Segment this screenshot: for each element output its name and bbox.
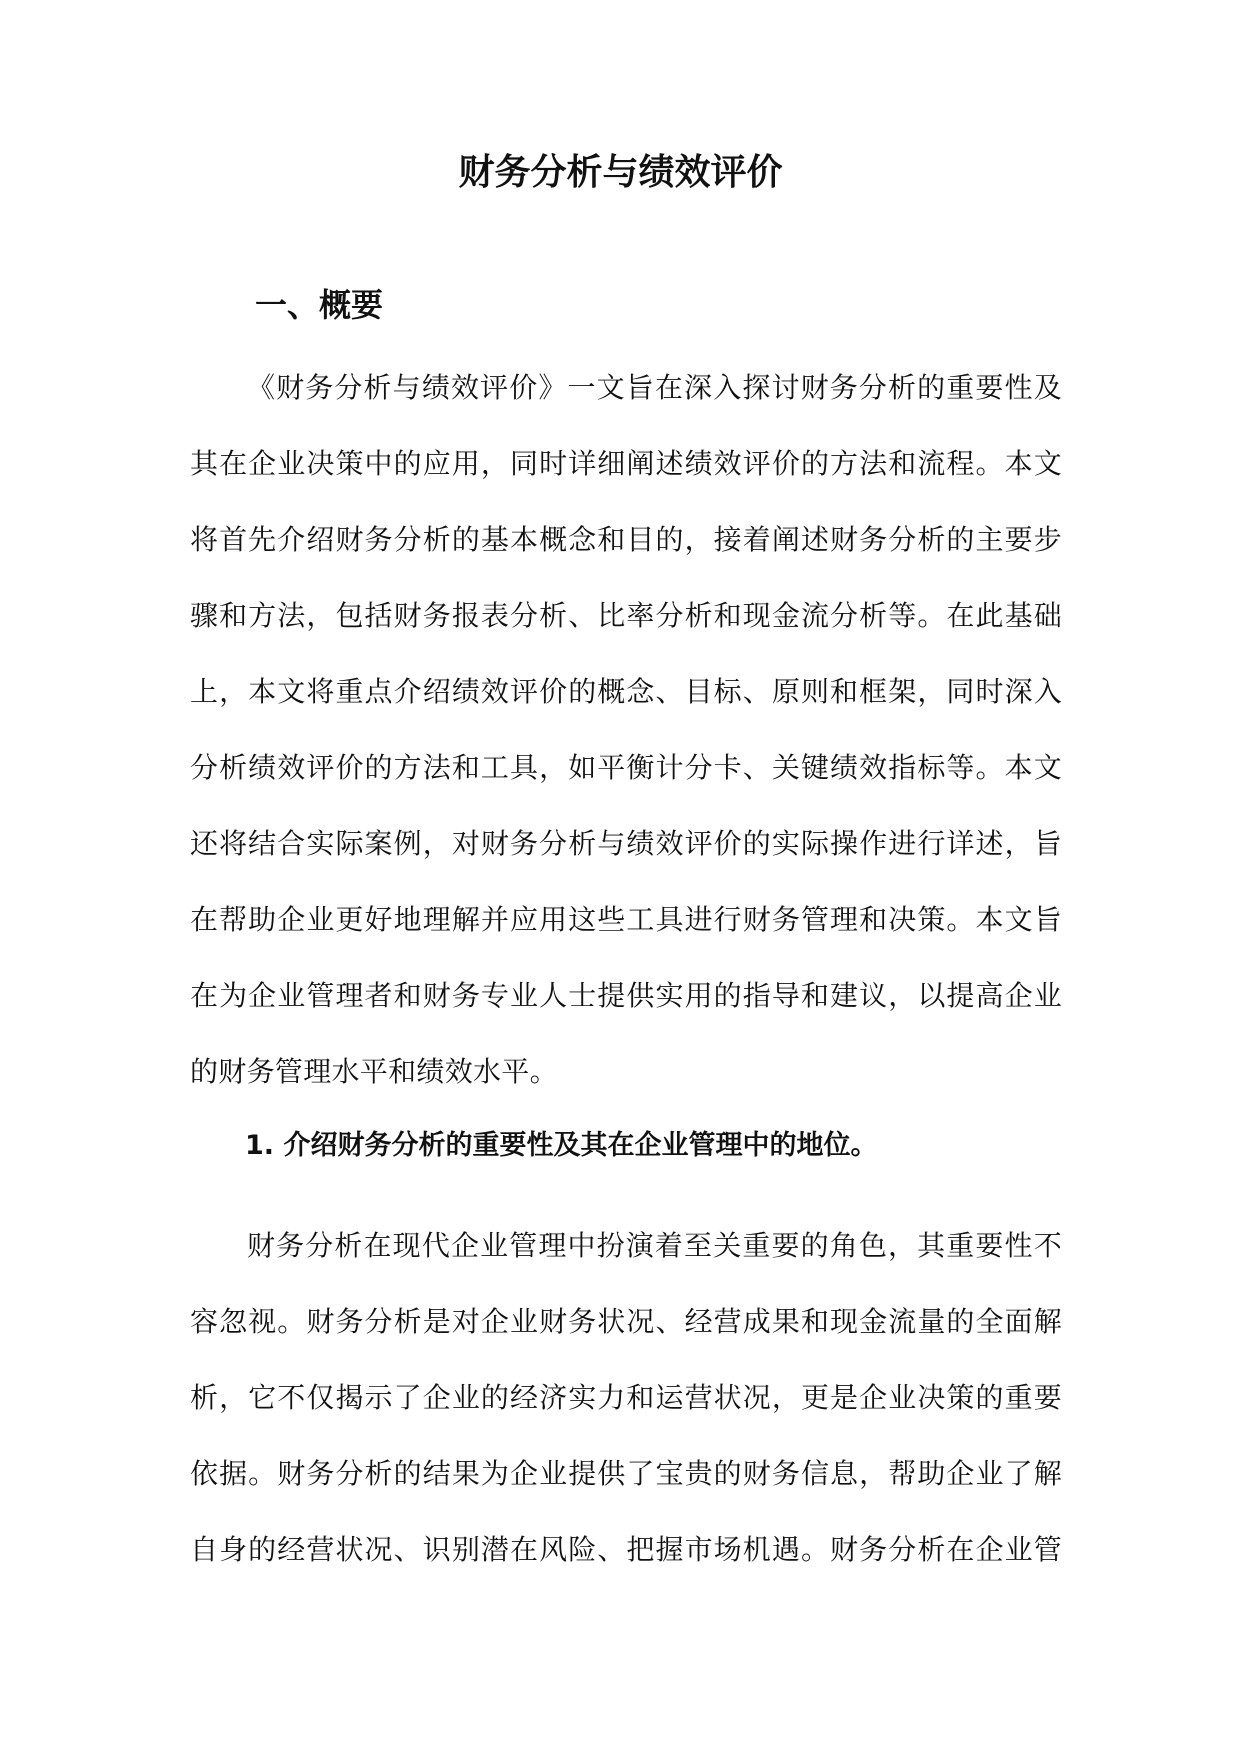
paragraph-line: 在帮助企业更好地理解并应用这些工具进行财务管理和决策。本文旨 xyxy=(190,903,1062,936)
paragraph-line: 财务分析在现代企业管理中扮演着至关重要的角色，其重要性不 xyxy=(247,1229,1062,1262)
paragraph-line: 骤和方法，包括财务报表分析、比率分析和现金流分析等。在此基础 xyxy=(190,599,1062,632)
paragraph-line: 依据。财务分析的结果为企业提供了宝贵的财务信息，帮助企业了解 xyxy=(190,1457,1062,1490)
section-heading-overview: 一、概要 xyxy=(255,286,384,324)
document-title: 财务分析与绩效评价 xyxy=(458,152,783,193)
paragraph-line: 其在企业决策中的应用，同时详细阐述绩效评价的方法和流程。本文 xyxy=(190,447,1062,480)
paragraph-line: 析，它不仅揭示了企业的经济实力和运营状况，更是企业决策的重要 xyxy=(190,1381,1062,1414)
subsection-heading: 1. 介绍财务分析的重要性及其在企业管理中的地位。 xyxy=(245,1130,878,1161)
paragraph-line: 还将结合实际案例，对财务分析与绩效评价的实际操作进行详述，旨 xyxy=(190,827,1062,860)
paragraph-line: 分析绩效评价的方法和工具，如平衡计分卡、关键绩效指标等。本文 xyxy=(190,751,1062,784)
importance-paragraph xyxy=(190,1208,1062,1588)
paragraph-line: 《财务分析与绩效评价》一文旨在深入探讨财务分析的重要性及 xyxy=(247,371,1062,404)
paragraph-line: 容忽视。财务分析是对企业财务状况、经营成果和现金流量的全面解 xyxy=(190,1305,1062,1338)
paragraph-line: 的财务管理水平和绩效水平。 xyxy=(190,1055,558,1088)
paragraph-line: 在为企业管理者和财务专业人士提供实用的指导和建议，以提高企业 xyxy=(190,979,1062,1012)
paragraph-line: 将首先介绍财务分析的基本概念和目的，接着阐述财务分析的主要步 xyxy=(190,523,1062,556)
paragraph-line: 上，本文将重点介绍绩效评价的概念、目标、原则和框架，同时深入 xyxy=(190,675,1062,708)
overview-paragraph xyxy=(190,350,1062,1110)
paragraph-line: 自身的经营状况、识别潜在风险、把握市场机遇。财务分析在企业管 xyxy=(190,1533,1062,1566)
